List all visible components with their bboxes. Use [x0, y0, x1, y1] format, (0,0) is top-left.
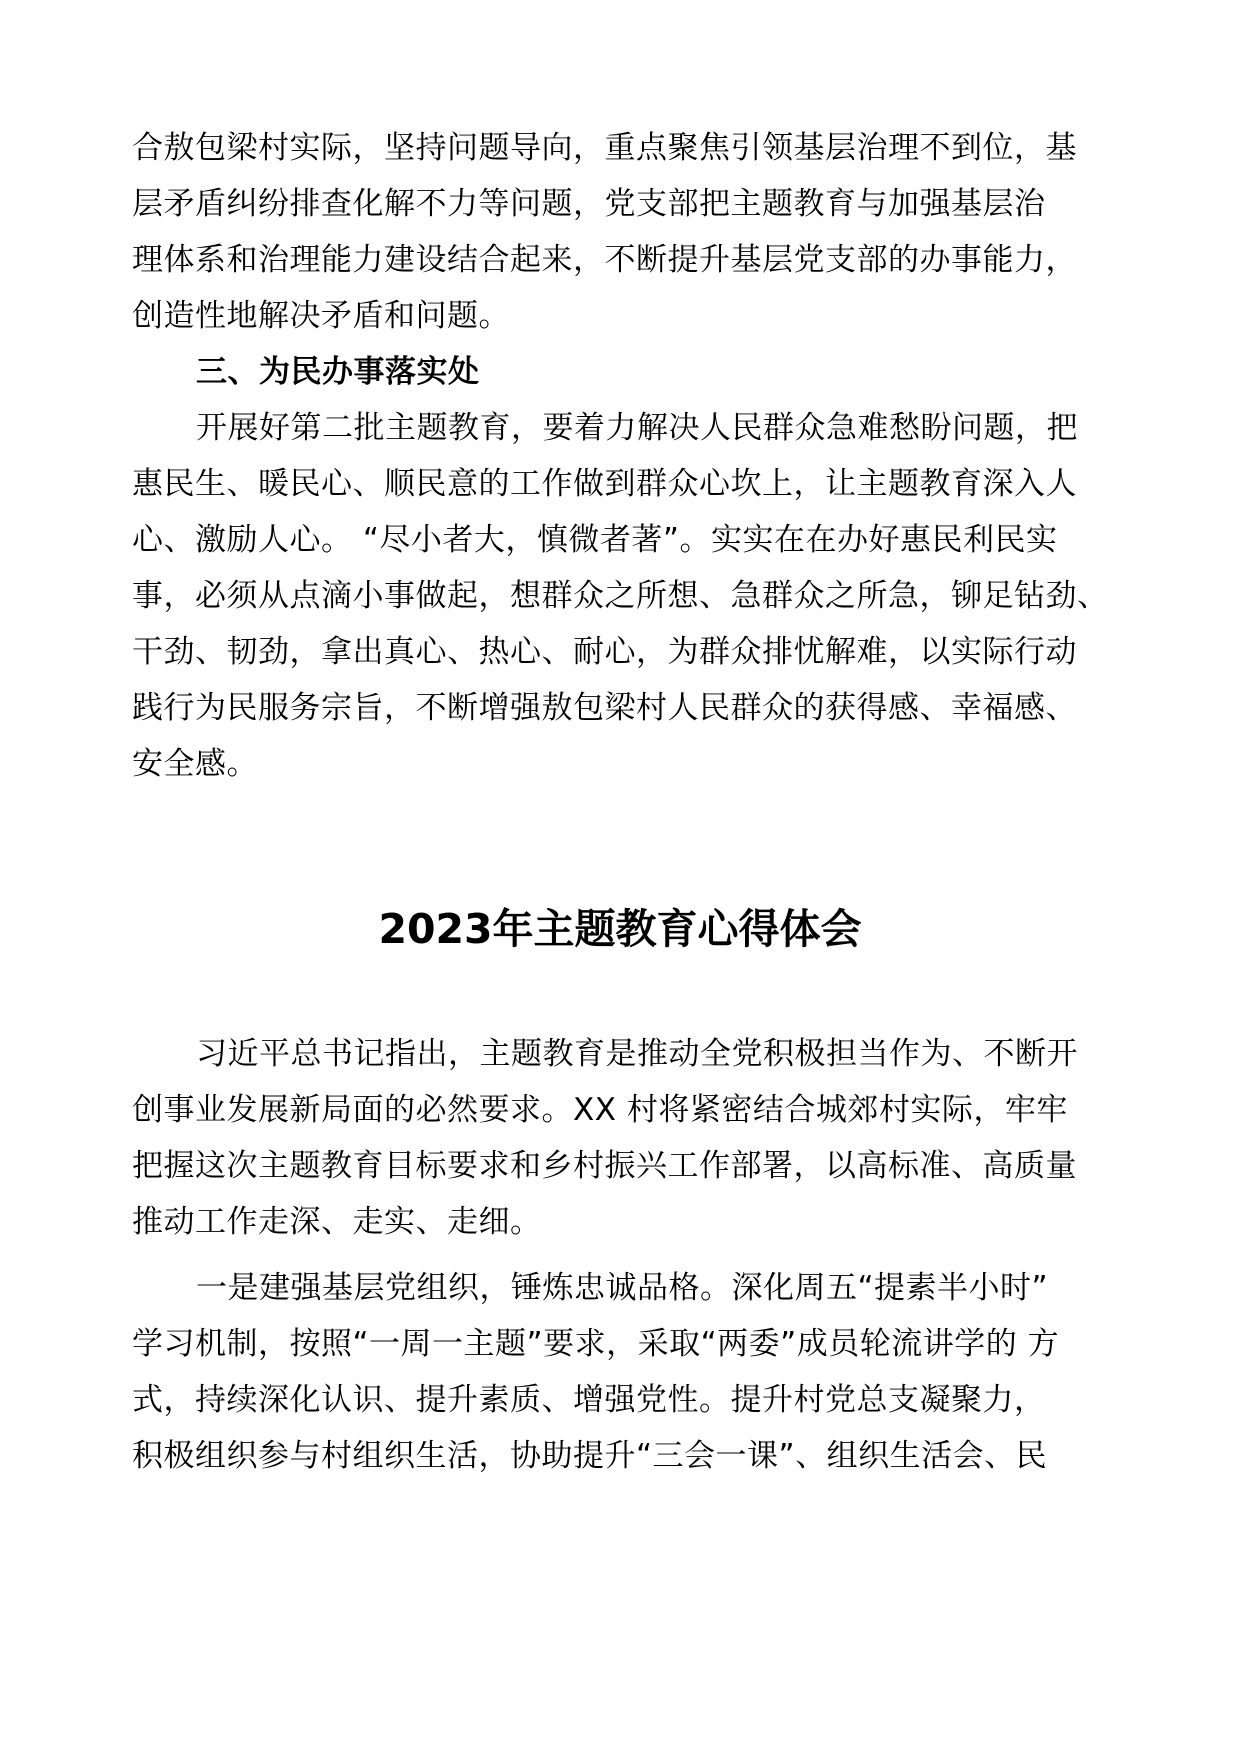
paragraph-line: 践行为民服务宗旨，不断增强敖包梁村人民群众的获得感、幸福感、	[132, 690, 1077, 726]
paragraph-line: 习近平总书记指出，主题教育是推动全党积极担当作为、不断开	[196, 1036, 1078, 1072]
paragraph-line: 把握这次主题教育目标要求和乡村振兴工作部署，以高标准、高质量	[132, 1148, 1077, 1184]
paragraph-line: 积极组织参与村组织生活，协助提升“三会一课”、组织生活会、民	[132, 1438, 1048, 1474]
paragraph-line: 理体系和治理能力建设结合起来，不断提升基层党支部的办事能力，	[132, 242, 1077, 278]
paragraph-line: 推动工作走深、走实、走细。	[132, 1204, 542, 1240]
document-title: 2023年主题教育心得体会	[378, 905, 862, 953]
paragraph-line: 合敖包梁村实际，坚持问题导向，重点聚焦引领基层治理不到位，基	[132, 130, 1077, 166]
paragraph-line: 层矛盾纠纷排查化解不力等问题，党支部把主题教育与加强基层治	[132, 186, 1046, 222]
paragraph-line: 式，持续深化认识、提升素质、增强党性。提升村党总支凝聚力，	[132, 1382, 1046, 1418]
section-heading: 三、为民办事落实处	[196, 354, 480, 390]
paragraph-line: 心、激励人心。 “尽小者大，慎微者著”。实实在在办好惠民利民实	[132, 522, 1058, 558]
paragraph-line: 开展好第二批主题教育，要着力解决人民群众急难愁盼问题，把	[196, 410, 1078, 446]
paragraph-line: 一是建强基层党组织，锤炼忠诚品格。深化周五“提素半小时”	[196, 1270, 1049, 1306]
paragraph-line: 创造性地解决矛盾和问题。	[132, 298, 510, 334]
paragraph-line: 安全感。	[132, 746, 258, 782]
paragraph-line: 创事业发展新局面的必然要求。XX 村将紧密结合城郊村实际，牢牢	[132, 1092, 1068, 1128]
paragraph-line: 学习机制，按照“一周一主题”要求，采取“两委”成员轮流讲学的 方	[132, 1326, 1060, 1362]
paragraph-line: 事，必须从点滴小事做起，想群众之所想、急群众之所急，铆足钻劲、	[132, 578, 1109, 614]
paragraph-line: 惠民生、暖民心、顺民意的工作做到群众心坎上，让主题教育深入人	[132, 466, 1077, 502]
paragraph-line: 干劲、韧劲，拿出真心、热心、耐心，为群众排忧解难，以实际行动	[132, 634, 1077, 670]
